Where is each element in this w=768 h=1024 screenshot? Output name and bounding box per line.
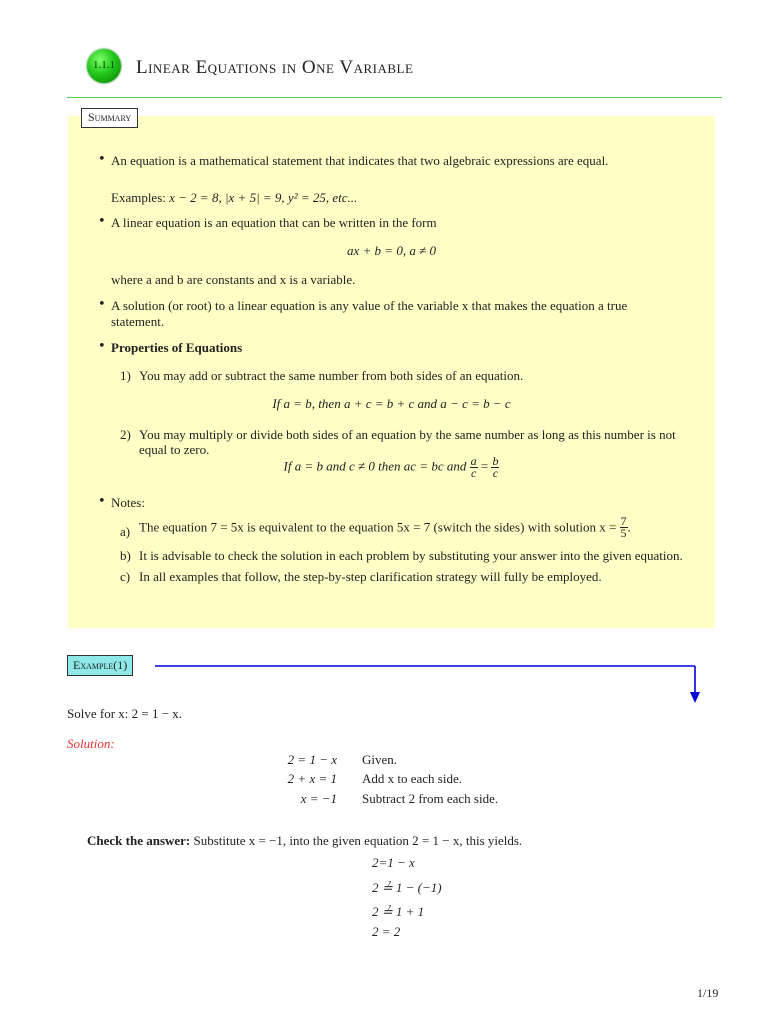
- property-2-line-1: You may multiply or divide both sides of an equation by the same number as long as this number is not: [139, 427, 676, 442]
- note-c-label: c): [120, 569, 131, 584]
- summary-label: Summary: [81, 108, 138, 128]
- equals-sign: =: [480, 458, 489, 474]
- examples-line: [111, 190, 357, 206]
- note-b-label: b): [120, 548, 131, 563]
- check-line-3: 2 ≟ 1 + 1: [372, 904, 425, 919]
- example-label: Example(1): [67, 655, 133, 676]
- solution-label: Solution:: [67, 736, 115, 751]
- check-line-1: 2=1 − x: [372, 855, 415, 870]
- fraction-denominator: c: [470, 466, 477, 480]
- property-1-text: You may add or subtract the same number from both sides of an equation.: [139, 368, 524, 383]
- check-text: Substitute x = −1, into the given equation 2 = 1 − x, this yields.: [193, 833, 523, 848]
- properties-heading: Properties of Equations: [111, 340, 243, 355]
- step-3-equation: x = −1: [300, 791, 337, 806]
- fraction-7-over-5: [620, 516, 628, 539]
- summary-bullet-2: A linear equation is an equation that can be written in the form: [111, 215, 437, 230]
- summary-bullet-3-line-2: statement.: [111, 314, 165, 329]
- property-2-line-2: equal to zero.: [139, 442, 210, 457]
- note-a: The equation 7 = 5x is equivalent to the equation 5x = 7 (switch the sides) with solution x = $\frac{7}{5}$ .: [139, 514, 631, 540]
- example-problem: Solve for x: 2 = 1 − x.: [67, 706, 183, 721]
- step-1-equation: 2 = 1 − x: [287, 752, 337, 767]
- fraction-denominator: 5: [620, 526, 627, 540]
- step-3-reason: Subtract 2 from each side.: [362, 791, 499, 806]
- step-2-equation: 2 + x = 1: [287, 771, 337, 786]
- linear-form: ax + b = 0, a ≠ 0: [347, 243, 436, 258]
- examples-prefix: Examples:: [111, 190, 166, 205]
- notes-heading: Notes:: [111, 495, 145, 510]
- fraction-numerator: 7: [620, 514, 627, 528]
- summary-bullet-3-line-1: A solution (or root) to a linear equation is any value of the variable x that makes the equation a true: [111, 298, 628, 313]
- bullet: •: [98, 152, 106, 167]
- check-label: Check the answer:: [87, 833, 191, 848]
- section-number-badge: [87, 49, 121, 83]
- fraction-b-over-c: [491, 456, 499, 479]
- summary-bullet-1: An equation is a mathematical statement that indicates that two algebraic expressions are equal.: [111, 153, 609, 168]
- step-2-reason: Add x to each side.: [362, 771, 463, 786]
- section-title: Linear Equations in One Variable: [136, 57, 414, 78]
- page-number: 1/19: [697, 986, 719, 1000]
- property-2-math: [68, 456, 715, 479]
- bullet: •: [98, 494, 106, 509]
- property-1-label: 1): [120, 368, 131, 383]
- where-line: where a and b are constants and x is a variable.: [111, 272, 356, 287]
- property-1-math: If a = b, then a + c = b + c and a − c = b − c: [272, 396, 511, 411]
- property-2-math-prefix: If a = b and c ≠ 0 then ac = bc and: [283, 458, 467, 474]
- property-2-label: 2): [120, 427, 131, 442]
- bullet: •: [98, 297, 106, 312]
- header-rule: [67, 97, 722, 98]
- note-b: It is advisable to check the solution in each problem by substituting your answer into the given equation.: [139, 548, 683, 563]
- section-number: 1.1.1: [93, 59, 115, 71]
- fraction-numerator: b: [492, 454, 499, 468]
- check-line-2: 2 ≟ 1 − (−1): [372, 880, 442, 895]
- examples-math: x − 2 = 8, |x + 5| = 9, y² = 25, etc...: [169, 190, 358, 205]
- check-line: [87, 833, 522, 849]
- fraction-a-over-c: [470, 456, 478, 479]
- note-c: In all examples that follow, the step-by-step clarification strategy will fully be employed.: [139, 569, 602, 584]
- bullet: •: [98, 339, 106, 354]
- check-line-4: 2 = 2: [372, 924, 401, 939]
- note-a-label: a): [120, 524, 131, 539]
- bullet: •: [98, 214, 106, 229]
- note-a-text: The equation 7 = 5x is equivalent to the equation 5x = 7 (switch the sides) with solution x =: [139, 519, 617, 535]
- fraction-numerator: a: [470, 454, 477, 468]
- step-1-reason: Given.: [362, 752, 398, 767]
- example-arrow: [150, 660, 710, 706]
- fraction-denominator: c: [492, 466, 499, 480]
